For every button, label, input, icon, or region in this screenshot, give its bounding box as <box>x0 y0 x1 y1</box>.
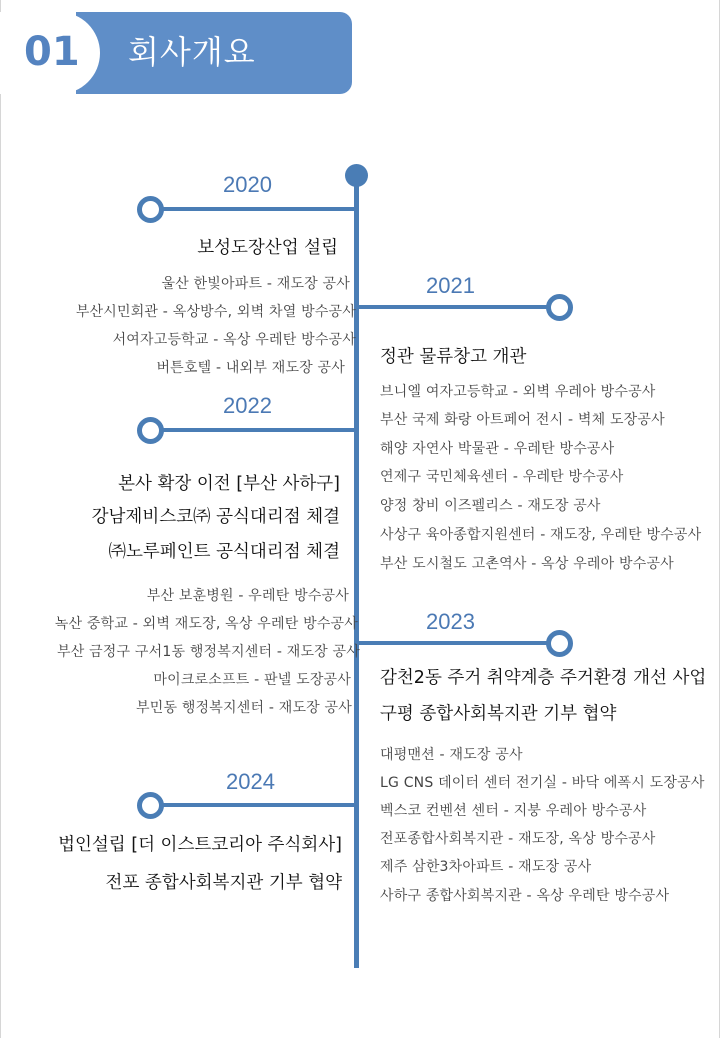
project-item: 해양 자연사 박물관 - 우레탄 방수공사 <box>380 441 615 457</box>
project-item: 벡스코 컨벤션 센터 - 지붕 우레아 방수공사 <box>380 803 647 819</box>
year-2022: 2022 <box>223 393 272 418</box>
project-item: 마이크로소프트 - 판넬 도장공사 <box>153 672 351 688</box>
node-2024 <box>137 792 164 819</box>
node-2021 <box>546 294 573 321</box>
project-item: 서여자고등학교 - 옥상 우레탄 방수공사 <box>112 332 356 348</box>
section-number: 01 <box>24 29 80 75</box>
project-item: 양정 창비 이즈펠리스 - 재도장 공사 <box>380 498 601 514</box>
milestone-title: 강남제비스코㈜ 공식대리점 체결 <box>91 507 340 527</box>
project-item: 부산 국제 화랑 아트페어 전시 - 벽체 도장공사 <box>380 412 665 428</box>
section-title: 회사개요 <box>128 33 256 71</box>
project-item: LG CNS 데이터 센터 전기실 - 바닥 에폭시 도장공사 <box>380 775 705 791</box>
project-item: 부민동 행정복지센터 - 재도장 공사 <box>136 700 352 716</box>
project-item: 제주 삼한3차아파트 - 재도장 공사 <box>380 859 592 875</box>
milestone-title: 법인설립 [더 이스트코리아 주식회사] <box>58 835 342 855</box>
milestone-title: 정관 물류창고 개관 <box>380 347 527 367</box>
project-item: 부산 금정구 구서1동 행정복지센터 - 재도장 공사 <box>56 644 360 660</box>
year-2021: 2021 <box>426 273 475 298</box>
branch-2022 <box>156 428 356 432</box>
milestone-title: 구평 종합사회복지관 기부 협약 <box>380 704 617 724</box>
timeline-spine <box>354 174 359 968</box>
milestone-title: 감천2동 주거 취약계층 주거환경 개선 사업 <box>380 668 707 688</box>
timeline-start-dot <box>345 164 368 187</box>
project-item: 부산 보훈병원 - 우레탄 방수공사 <box>146 588 349 604</box>
project-item: 부산 도시철도 고촌역사 - 옥상 우레아 방수공사 <box>380 556 674 572</box>
project-item: 사하구 종합사회복지관 - 옥상 우레탄 방수공사 <box>380 888 670 904</box>
milestone-title: 본사 확장 이전 [부산 사하구] <box>118 474 340 494</box>
project-item: 연제구 국민체육센터 - 우레탄 방수공사 <box>380 469 624 485</box>
node-2023 <box>546 630 573 657</box>
branch-2020 <box>156 207 356 211</box>
project-item: 대평맨션 - 재도장 공사 <box>380 747 523 763</box>
project-item: 사상구 육아종합지원센터 - 재도장, 우레탄 방수공사 <box>380 527 702 543</box>
node-2020 <box>137 196 164 223</box>
year-2023: 2023 <box>426 609 475 634</box>
project-item: 울산 한빛아파트 - 재도장 공사 <box>161 276 350 292</box>
project-item: 전포종합사회복지관 - 재도장, 옥상 방수공사 <box>380 831 656 847</box>
branch-2021 <box>356 305 552 309</box>
node-2022 <box>137 417 164 444</box>
milestone-title: 전포 종합사회복지관 기부 협약 <box>105 873 342 893</box>
milestone-title: 보성도장산업 설립 <box>197 238 338 258</box>
year-2024: 2024 <box>226 769 275 794</box>
branch-2024 <box>156 803 356 807</box>
project-item: 버튼호텔 - 내외부 재도장 공사 <box>156 360 345 376</box>
project-item: 부산시민회관 - 옥상방수, 외벽 차열 방수공사 <box>75 304 356 320</box>
year-2020: 2020 <box>223 172 272 197</box>
project-item: 브니엘 여자고등학교 - 외벽 우레아 방수공사 <box>380 384 656 400</box>
branch-2023 <box>356 641 552 645</box>
project-item: 녹산 중학교 - 외벽 재도장, 옥상 우레탄 방수공사 <box>54 616 358 632</box>
milestone-title: ㈜노루페인트 공식대리점 체결 <box>108 542 340 562</box>
left-edge-line <box>0 0 1 1038</box>
